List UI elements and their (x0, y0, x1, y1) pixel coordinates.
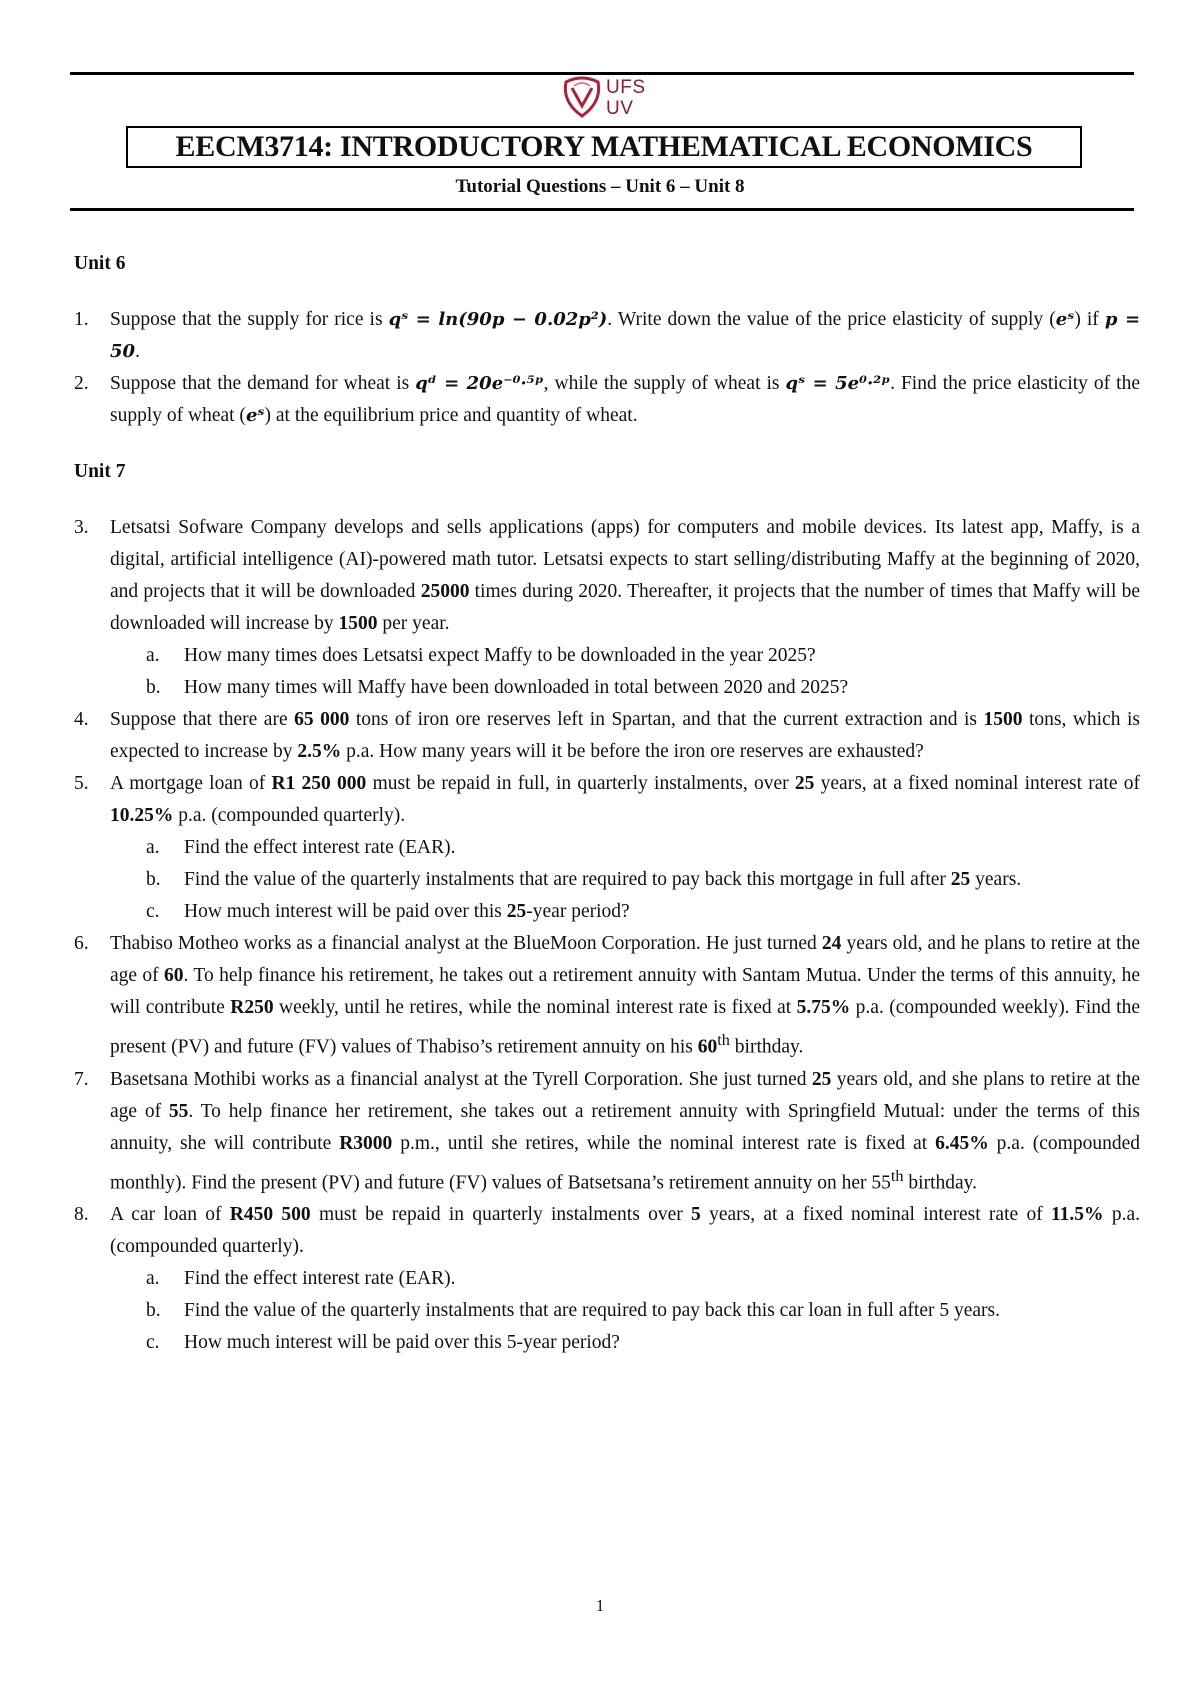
page-number: 1 (595, 1596, 605, 1615)
question-number: 2. (74, 373, 89, 394)
question-number: 3. (74, 517, 89, 538)
logo-text-uv: UV (606, 98, 634, 119)
unit-7-heading: Unit 7 (74, 461, 126, 482)
math-demand-function: qᵈ = 20e⁻⁰·⁵ᵖ (415, 373, 544, 394)
subtitle: Tutorial Questions – Unit 6 – Unit 8 (455, 176, 745, 197)
question-2: 2. Suppose that the demand for wheat is qᵈ = 20e⁻⁰·⁵ᵖ, while the supply of wheat is qˢ = 5e⁰·²ᵖ. Find the price elasticity of the supply of wheat (eˢ) at the equilibrium price and quantity of wheat. (74, 368, 1140, 432)
course-title: EECM3714: INTRODUCTORY MATHEMATICAL ECONOMICS (126, 126, 1082, 168)
question-number: 4. (74, 709, 89, 730)
question-number: 1. (74, 309, 89, 330)
question-5b: b. Find the value of the quarterly instalments that are required to pay back this mortgage in full after 25 years. (146, 869, 1022, 890)
math-supply-function: qˢ = ln(90p − 0.02p²) (388, 309, 608, 330)
logo-text-ufs: UFS (606, 77, 646, 98)
ufs-logo (560, 76, 650, 122)
question-number: 6. (74, 933, 89, 954)
question-number: 8. (74, 1204, 89, 1225)
question-3a: a. How many times does Letsatsi expect Maffy to be downloaded in the year 2025? (146, 645, 816, 666)
question-3: 3. Letsatsi Sofware Company develops and sells applications (apps) for computers and mobile devices. Its latest app, Maffy, is a digital, artificial intelligence (AI)-powered math tutor. Letsatsi expects to start selling/distributing Maffy at the beginning of 2020, and projects that it will be downloaded 25000 times during 2020. Thereafter, it projects that the number of times that Maffy will be downloaded will increase by 1500 per year. (74, 512, 1140, 640)
question-number: 5. (74, 773, 89, 794)
math-supply-function: qˢ = 5e⁰·²ᵖ (785, 373, 891, 394)
unit-6-heading: Unit 6 (74, 253, 126, 274)
question-number: 7. (74, 1068, 89, 1090)
question-5a: a. Find the effect interest rate (EAR). (146, 837, 456, 858)
question-8a: a. Find the effect interest rate (EAR). (146, 1268, 456, 1289)
question-4: 4. Suppose that there are 65 000 tons of iron ore reserves left in Spartan, and that the current extraction and is 1500 tons, which is expected to increase by 2.5% p.a. How many years will it be before the iron ore reserves are exhausted? (74, 704, 1140, 768)
question-8b: b. Find the value of the quarterly instalments that are required to pay back this car loan in full after 5 years. (146, 1300, 1001, 1321)
question-5: 5. A mortgage loan of R1 250 000 must be repaid in full, in quarterly instalments, over 25 years, at a fixed nominal interest rate of 10.25% p.a. (compounded quarterly). (74, 768, 1140, 832)
question-8c: c. How much interest will be paid over this 5-year period? (146, 1332, 620, 1353)
question-3b: b. How many times will Maffy have been downloaded in total between 2020 and 2025? (146, 677, 849, 698)
question-7: 7. Basetsana Mothibi works as a financial analyst at the Tyrell Corporation. She just turned 25 years old, and she plans to retire at the age of 55. To help finance her retirement, she takes out a retirement annuity with Springfield Mutual: under the terms of this annuity, she will contribute R3000 p.m., until she retires, while the nominal interest rate is fixed at 6.45% p.a. (compounded monthly). Find the present (PV) and future (FV) values of Batsetsana’s retirement annuity on her 55th birthday. (74, 1064, 1140, 1200)
tutorial-content (74, 248, 1140, 1359)
question-6: 6. Thabiso Motheo works as a financial analyst at the BlueMoon Corporation. He just turned 24 years old, and he plans to retire at the age of 60. To help finance his retirement, he takes out a retirement annuity with Santam Mutua. Under the terms of this annuity, he will contribute R250 weekly, until he retires, while the nominal interest rate is fixed at 5.75% p.a. (compounded weekly). Find the present (PV) and future (FV) values of Thabiso’s retirement annuity on his 60th birthday. (74, 928, 1140, 1064)
question-5c: c. How much interest will be paid over this 25-year period? (146, 901, 630, 922)
header-bottom-rule (70, 208, 1134, 211)
ufs-shield-icon (560, 76, 604, 120)
question-1: 1. Suppose that the supply for rice is qˢ = ln(90p − 0.02p²). Write down the value of the price elasticity of supply (eˢ) if p = 50. (74, 304, 1140, 368)
top-rule (70, 72, 1134, 75)
question-8: 8. A car loan of R450 500 must be repaid in quarterly instalments over 5 years, at a fixed nominal interest rate of 11.5% p.a. (compounded quarterly). (74, 1199, 1140, 1263)
